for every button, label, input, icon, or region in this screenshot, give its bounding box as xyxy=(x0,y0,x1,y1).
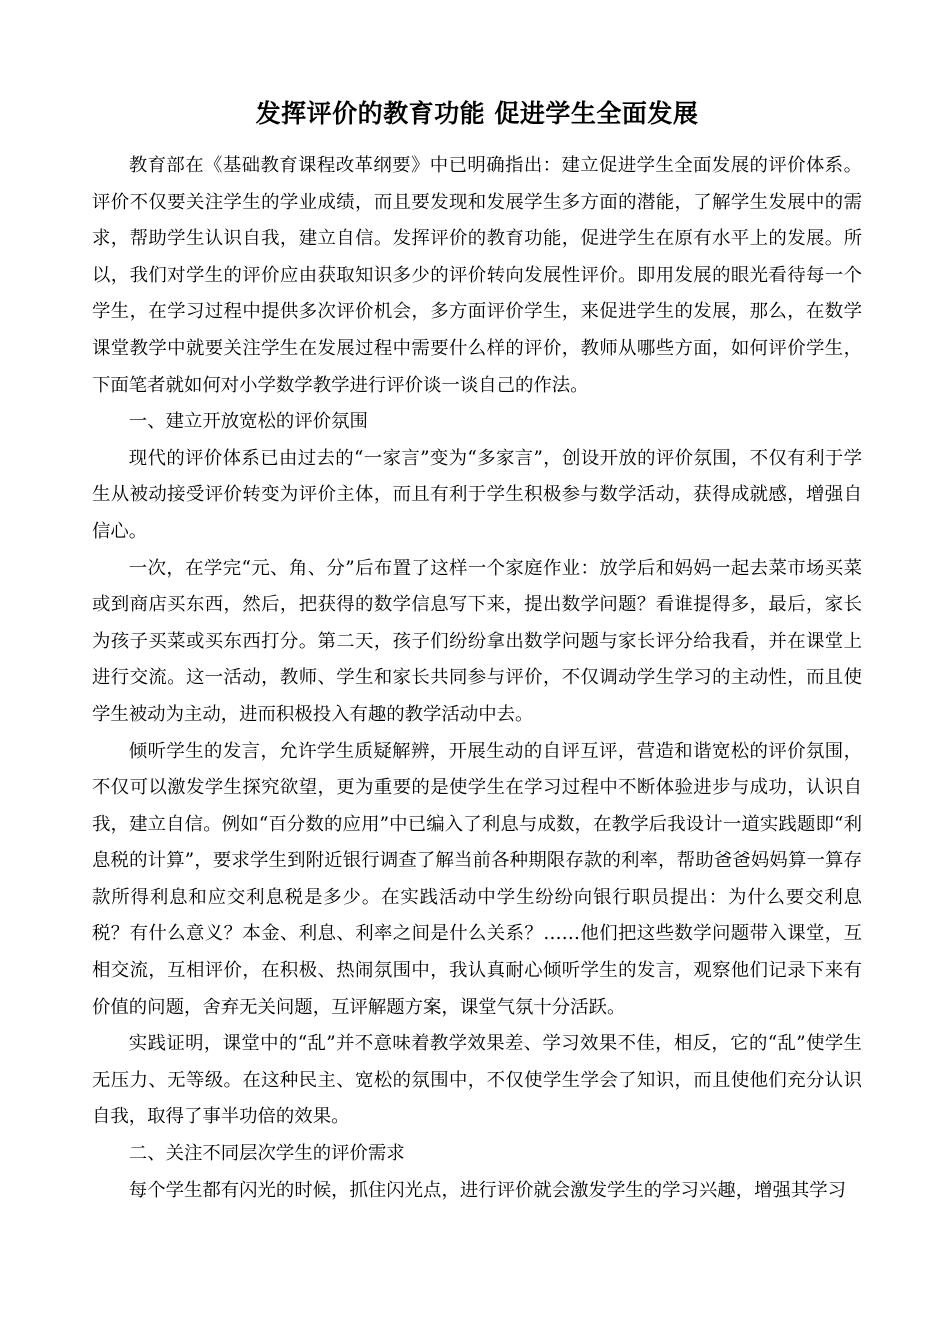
paragraph-2-1: 每个学生都有闪光的时候，抓住闪光点，进行评价就会激发学生的学习兴趣，增强其学习 xyxy=(128,1179,847,1201)
paragraph-1-2: 一次，在学完“元、角、分”后布置了这样一个家庭作业：放学后和妈妈一起去菜市场买菜或到商店买东西，然后，把获得的数学信息写下来，提出数学问题？看谁提得多，最后，家长为孩子买菜或买东西打分。第二天，孩子们纷纷拿出数学问题与家长评分给我看，并在课堂上进行交流。这一活动，教师、学生和家长共同参与评价，不仅调动学生学习的主动性，而且使学生被动为主动，进而积极投入有趣的教学活动中去。 xyxy=(92,557,862,725)
paragraph-1-3: 倾听学生的发言，允许学生质疑解辨，开展生动的自评互评，营造和谐宽松的评价氛围，不仅可以激发学生探究欲望，更为重要的是使学生在学习过程中不断体验进步与成功，认识自我，建立自信。例如“百分数的应用”中已编入了利息与成数，在教学后我设计一道实践题即“利息税的计算”，要求学生到附近银行调查了解当前各种期限存款的利率，帮助爸爸妈妈算一算存款所得利息和应交利息税是多少。在实践活动中学生纷纷向银行职员提出：为什么要交利息税？有什么意义？本金、利息、利率之间是什么关系？……他们把这些数学问题带入课堂，互相交流，互相评价，在积极、热闹氛围中，我认真耐心倾听学生的发言，观察他们记录下来有价值的问题，舍弃无关问题，互评解题方案，课堂气氛十分活跃。 xyxy=(92,740,862,1018)
paragraph-1-4: 实践证明，课堂中的“乱”并不意味着教学效果差、学习效果不佳，相反，它的“乱”使学生无压力、无等级。在这种民主、宽松的氛围中，不仅使学生学会了知识，而且使他们充分认识自我，取得了事半功倍的效果。 xyxy=(92,1033,862,1128)
document-title: 发挥评价的教育功能 促进学生全面发展 xyxy=(255,99,699,128)
paragraph-1-1: 现代的评价体系已由过去的“一家言”变为“多家言”，创设开放的评价氛围，不仅有利于学生从被动接受评价转变为评价主体，而且有利于学生积极参与数学活动，获得成就感，增强自信心。 xyxy=(92,447,862,542)
document-page xyxy=(92,96,862,1209)
section-heading-1: 一、建立开放宽松的评价氛围 xyxy=(128,411,368,433)
paragraph-intro: 教育部在《基础教育课程改革纲要》中已明确指出：建立促进学生全面发展的评价体系。评价不仅要关注学生的学业成绩，而且要发现和发展学生多方面的潜能，了解学生发展中的需求，帮助学生认识自我，建立自信。发挥评价的教育功能，促进学生在原有水平上的发展。所以，我们对学生的评价应由获取知识多少的评价转向发展性评价。即用发展的眼光看待每一个学生，在学习过程中提供多次评价机会，多方面评价学生，来促进学生的发展，那么，在数学课堂教学中就要关注学生在发展过程中需要什么样的评价，教师从哪些方面，如何评价学生，下面笔者就如何对小学数学教学进行评价谈一谈自己的作法。 xyxy=(92,155,862,396)
section-heading-2: 二、关注不同层次学生的评价需求 xyxy=(128,1143,405,1165)
